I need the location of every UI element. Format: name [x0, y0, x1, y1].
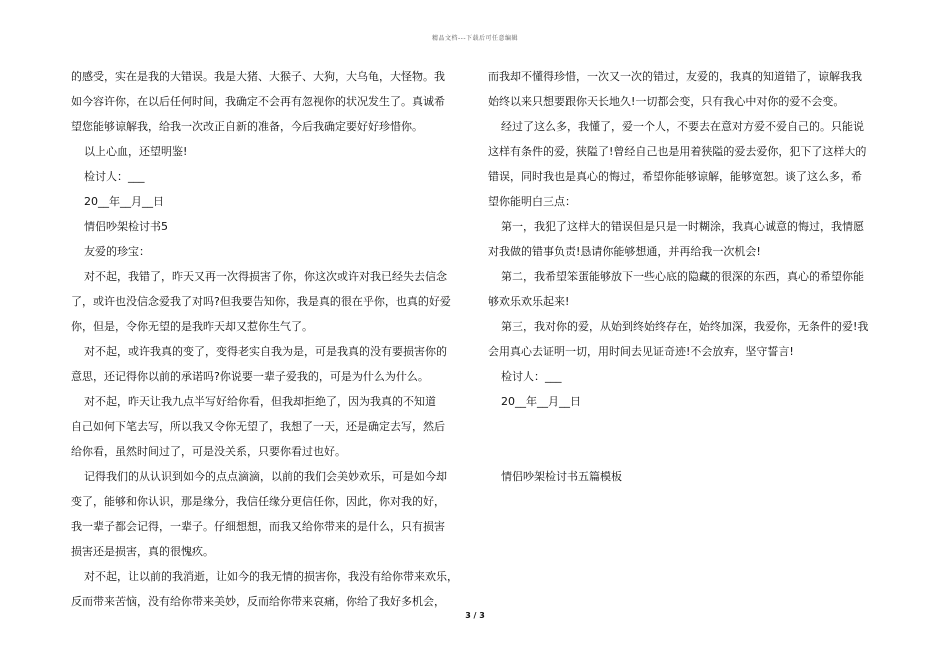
- text-line: 你，但是，令你无望的是我昨天却又惹你生气了。: [71, 320, 313, 333]
- text-line: 始终以来只想要跟你天长地久!一切都会变，只有我心中对你的爱不会变。: [488, 95, 845, 108]
- text-line: 够欢乐欢乐起来!: [488, 295, 570, 308]
- text-line: 了，或许也没信念爱我了对吗?但我要告知你，我是真的很在乎你，也真的好爱: [71, 295, 451, 308]
- page-number: 3 / 3: [465, 611, 485, 620]
- text-line: 以上心血，还望明鉴!: [84, 145, 188, 158]
- text-line: 反而带来苦恼，没有给你带来美妙，反而给你带来哀痛，你给了我好多机会，: [71, 595, 445, 608]
- text-line: 的感受，实在是我的大错误。我是大猪、大猴子、大狗，大乌龟，大怪物。我: [71, 70, 445, 83]
- text-line: 检讨人：___: [84, 170, 145, 183]
- text-line: 望你能明白三点：: [488, 195, 576, 208]
- text-line: 对不起，或许我真的变了，变得老实自我为是，可是我真的没有要损害你的: [84, 345, 447, 358]
- right-column: [488, 64, 874, 489]
- text-line: 给你看，虽然时间过了，可是没关系，只要你看过也好。: [71, 445, 346, 458]
- text-line: 20__年__月__日: [501, 395, 581, 408]
- text-line: 我一辈子都会记得，一辈子。仔细想想，而我又给你带来的是什么，只有损害: [71, 520, 445, 533]
- text-line: 这样有条件的爱，狭隘了!曾经自己也是用着狭隘的爱去爱你，犯下了这样大的: [488, 145, 867, 158]
- text-line: 第二，我希望笨蛋能够放下一些心底的隐藏的很深的东西，真心的希望你能: [501, 270, 864, 283]
- text-line: 第一，我犯了这样大的错误但是只是一时糊涂，我真心诚意的悔过，我情愿: [501, 220, 864, 233]
- page-header: 精品文档---下载后可任意编辑: [432, 35, 518, 42]
- text-line: 对我做的错事负责!恳请你能够想通，并再给我一次机会!: [488, 245, 761, 258]
- text-line: 经过了这么多，我懂了，爱一个人，不要去在意对方爱不爱自己的。只能说: [501, 120, 864, 133]
- text-line: 如今容许你，在以后任何时间，我确定不会再有忽视你的状况发生了。真诚希: [71, 95, 445, 108]
- text-line: 对不起，昨天让我九点半写好给你看，但我却拒绝了，因为我真的不知道: [84, 395, 436, 408]
- left-column: [71, 64, 457, 614]
- text-line: 自己如何下笔去写，所以我又令你无望了，我想了一天，还是确定去写，然后: [71, 420, 445, 433]
- text-line: 错误，同时我也是真心的悔过，希望你能够谅解，能够宽恕。谈了这么多，希: [488, 170, 862, 183]
- text-line: 会用真心去证明一切，用时间去见证奇迹!不会放弃，坚守誓言!: [488, 345, 794, 358]
- text-line: 情侣吵架检讨书5: [84, 220, 168, 233]
- text-line: 变了，能够和你认识，那是缘分，我信任缘分更信任你，因此，你对我的好，: [71, 495, 445, 508]
- text-line: 友爱的珍宝：: [84, 245, 150, 258]
- text-line: 20__年__月__日: [84, 195, 164, 208]
- text-line: 意思，还记得你以前的承诺吗?你说要一辈子爱我的，可是为什么为什么。: [71, 370, 429, 383]
- text-line: 情侣吵架检讨书五篇模板: [501, 470, 622, 483]
- text-line: 检讨人：___: [501, 370, 562, 383]
- text-line: 损害还是损害，真的很愧疚。: [71, 545, 214, 558]
- text-line: 对不起，我错了，昨天又再一次得损害了你，你这次或许对我已经失去信念: [84, 270, 447, 283]
- text-line: 望您能够谅解我，给我一次改正自新的准备，今后我确定要好好珍惜你。: [71, 120, 423, 133]
- text-line: 记得我们的从认识到如今的点点滴滴，以前的我们会美妙欢乐，可是如今却: [84, 470, 447, 483]
- text-line: 第三，我对你的爱，从始到终始终存在，始终加深，我爱你，无条件的爱!我: [501, 320, 869, 333]
- text-line: 对不起，让以前的我消逝，让如今的我无情的损害你，我没有给你带来欢乐，: [84, 570, 458, 583]
- text-line: 而我却不懂得珍惜，一次又一次的错过，友爱的，我真的知道错了，谅解我我: [488, 70, 862, 83]
